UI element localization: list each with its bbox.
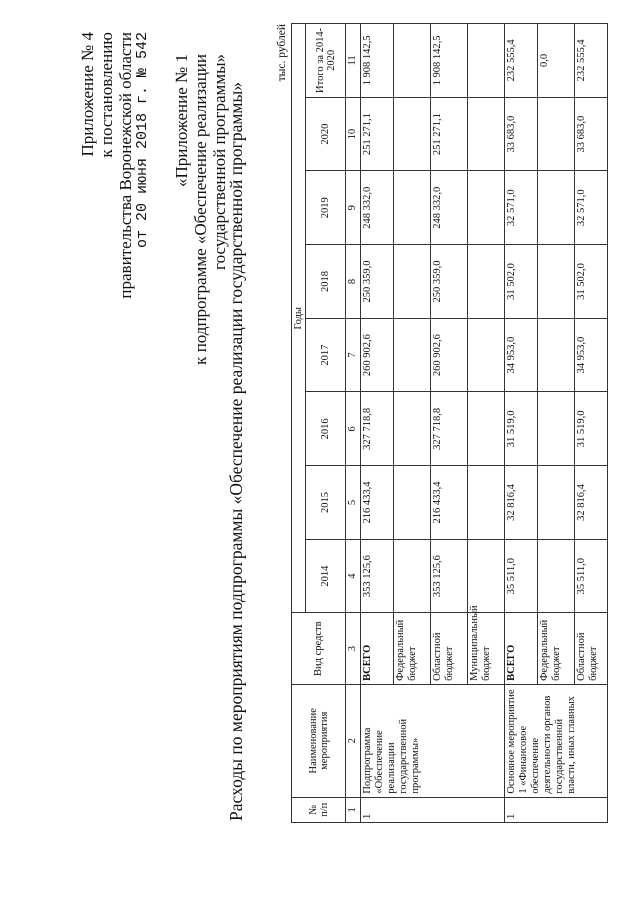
annex-1-subtitle: к подпрограмме «Обеспечение реализации: [191, 54, 211, 365]
row-value: 353 125,6: [361, 539, 394, 613]
row-value: 31 502,0: [575, 245, 608, 319]
row-total: 232 555,4: [505, 24, 538, 98]
row-value: 31 502,0: [505, 245, 538, 319]
row-value: 35 511,0: [575, 539, 608, 613]
row-value: 248 332,0: [431, 171, 468, 245]
annex-4-authority: правительства Воронежской области: [116, 32, 136, 299]
row-value: [468, 318, 505, 392]
row-name: Подпрограмма «Обеспечение реализации государственной программы»: [361, 684, 505, 797]
row-value: 33 683,0: [505, 97, 538, 171]
row-value: [538, 392, 575, 466]
header-year: 2017: [306, 318, 346, 392]
annex-1-header: [172, 54, 229, 365]
row-total: [394, 24, 431, 98]
header-year: 2014: [306, 539, 346, 613]
row-value: 216 433,4: [361, 466, 394, 540]
row-value: 248 332,0: [361, 171, 394, 245]
row-value: 353 125,6: [431, 539, 468, 613]
row-value: [394, 318, 431, 392]
row-value: [394, 97, 431, 171]
row-value: 32 816,4: [575, 466, 608, 540]
table-row: [361, 24, 394, 823]
annex-4-header: [78, 32, 152, 299]
row-value: 34 953,0: [575, 318, 608, 392]
header-year: 2019: [306, 171, 346, 245]
row-value: 31 519,0: [505, 392, 538, 466]
row-value: [538, 539, 575, 613]
row-total: 1 908 142,5: [431, 24, 468, 98]
row-value: 33 683,0: [575, 97, 608, 171]
row-value: 250 359,0: [361, 245, 394, 319]
column-number-row: [346, 24, 361, 823]
row-value: 251 271,1: [431, 97, 468, 171]
row-value: [538, 466, 575, 540]
row-value: 32 571,0: [575, 171, 608, 245]
row-value: 260 902,6: [361, 318, 394, 392]
row-value: 260 902,6: [431, 318, 468, 392]
header-num: № п/п: [292, 797, 346, 822]
row-value: [394, 171, 431, 245]
column-number: 8: [346, 245, 361, 319]
row-value: 32 571,0: [505, 171, 538, 245]
annex-4-date-number: от 20 июня 2018 г. № 542: [134, 32, 152, 249]
annex-1-program: государственной программы»: [210, 54, 230, 270]
row-value: 327 718,8: [361, 392, 394, 466]
header-year: 2020: [306, 97, 346, 171]
row-value: 34 953,0: [505, 318, 538, 392]
row-value: 216 433,4: [431, 466, 468, 540]
row-source: ВСЕГО: [361, 613, 394, 684]
column-number: 4: [346, 539, 361, 613]
header-years-group: Годы: [292, 24, 306, 613]
column-number: 5: [346, 466, 361, 540]
header-source: Вид средств: [292, 613, 346, 684]
row-total: [468, 24, 505, 98]
header-name: Наименование мероприятия: [292, 684, 346, 797]
expenses-table: [291, 23, 608, 823]
column-number: 3: [346, 613, 361, 684]
header-year: 2016: [306, 392, 346, 466]
row-total: 232 555,4: [575, 24, 608, 98]
column-number: 2: [346, 684, 361, 797]
row-value: [468, 539, 505, 613]
row-value: [394, 539, 431, 613]
row-value: 35 511,0: [505, 539, 538, 613]
row-value: 31 519,0: [575, 392, 608, 466]
row-value: 250 359,0: [431, 245, 468, 319]
row-total: 0,0: [538, 24, 575, 98]
row-value: [538, 171, 575, 245]
row-value: [394, 466, 431, 540]
row-source: ВСЕГО: [505, 613, 538, 684]
annex-4-title: Приложение № 4: [78, 32, 97, 157]
row-value: [468, 245, 505, 319]
row-value: [538, 97, 575, 171]
row-value: [538, 318, 575, 392]
row-source: Муниципальный бюджет: [468, 613, 505, 684]
row-value: [468, 97, 505, 171]
row-total: 1 908 142,5: [361, 24, 394, 98]
row-source: Областной бюджет: [431, 613, 468, 684]
annex-1-title: «Приложение № 1: [172, 54, 191, 187]
row-value: [468, 392, 505, 466]
column-number: 1: [346, 797, 361, 822]
column-number: 10: [346, 97, 361, 171]
row-source: Федеральный бюджет: [538, 613, 575, 684]
header-year: 2015: [306, 466, 346, 540]
row-source: Областной бюджет: [575, 613, 608, 684]
column-number: 9: [346, 171, 361, 245]
row-num: 1: [505, 797, 608, 822]
row-value: [394, 392, 431, 466]
row-value: [468, 171, 505, 245]
row-value: 327 718,8: [431, 392, 468, 466]
row-value: [538, 245, 575, 319]
row-value: [394, 245, 431, 319]
row-value: 251 271,1: [361, 97, 394, 171]
units-label: тыс. рублей: [276, 24, 288, 82]
column-number: 11: [346, 24, 361, 98]
column-number: 7: [346, 318, 361, 392]
row-value: [468, 466, 505, 540]
row-value: 32 816,4: [505, 466, 538, 540]
row-name: Основное мероприятие 1 «Финансовое обеспечение деятельности органов государственной власти, иных главных: [505, 684, 608, 797]
row-source: Федеральный бюджет: [394, 613, 431, 684]
document-title: Расходы по мероприятиям подпрограммы «Обеспечение реализации государственной программы»: [226, 81, 246, 822]
row-num: 1: [361, 797, 505, 822]
header-total: Итого за 2014-2020: [306, 24, 346, 98]
table-row: [505, 24, 538, 823]
annex-4-subtitle: к постановлению: [97, 32, 117, 158]
column-number: 6: [346, 392, 361, 466]
header-year: 2018: [306, 245, 346, 319]
